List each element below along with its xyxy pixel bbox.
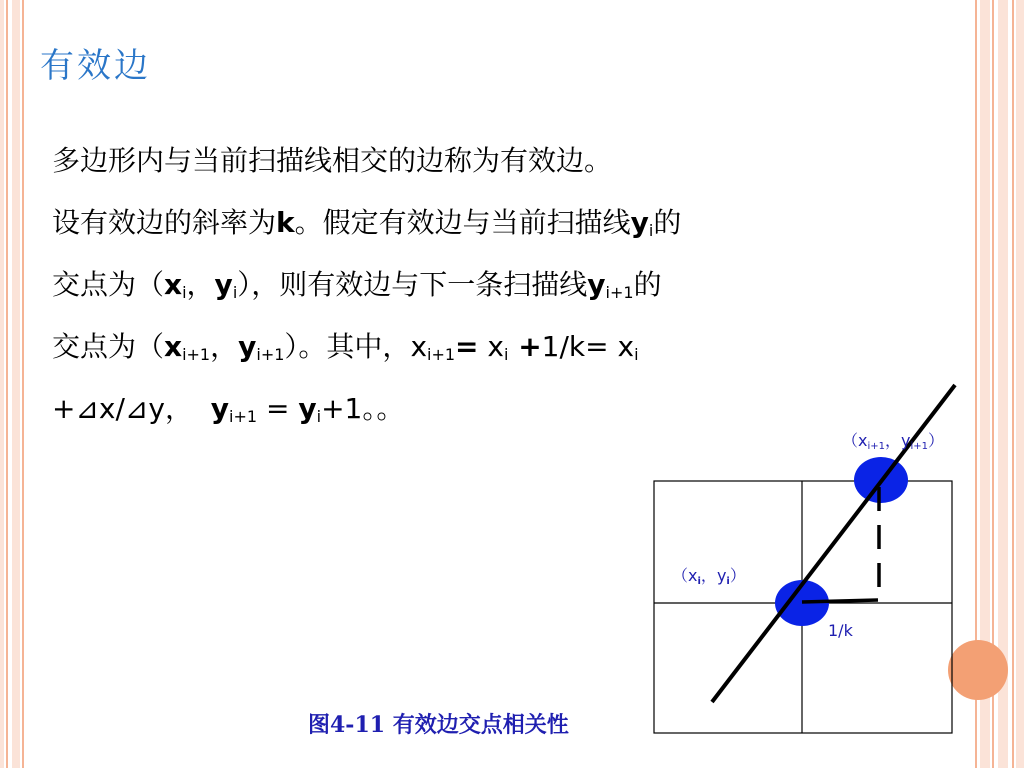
line3-y2: y [587, 268, 606, 301]
line3-b: ），则有效边与下一条扫描线 [237, 268, 588, 301]
label-mid-x: x [688, 566, 698, 585]
line5-c: +1 [321, 392, 363, 425]
line5-y2-sub: i [316, 407, 322, 426]
line2-c: 的 [653, 206, 682, 239]
line4-x2-sub: i+1 [427, 345, 456, 364]
line5-b: = [257, 392, 299, 425]
dx-segment [802, 600, 878, 602]
line1-text: 多边形内与当前扫描线相交的边称为有效边。 [52, 144, 613, 177]
line5-y2: y [298, 392, 317, 425]
label-slope: 1/k [828, 621, 853, 640]
label-mid-y: y [716, 566, 727, 585]
line3-comma: ， [186, 268, 215, 301]
label-top-open: （ [842, 431, 859, 450]
line4-eq: = [455, 330, 479, 363]
line3-y2-sub: i+1 [605, 283, 634, 302]
label-mid-x-sub: i [697, 576, 701, 587]
line4-x3-sub: i [504, 345, 509, 364]
line3-a: 交点为（ [52, 268, 165, 301]
label-top-x-sub: i+1 [867, 441, 886, 452]
line4-x-sub: i+1 [182, 345, 211, 364]
line2-b: 。假定有效边与当前扫描线 [294, 206, 631, 239]
line5-d: 。。 [362, 392, 405, 425]
label-mid-open: （ [672, 566, 689, 585]
label-current-point [672, 563, 746, 586]
line2-k: k [276, 206, 295, 239]
label-top-x: x [858, 431, 868, 450]
line4-x2: x [410, 330, 428, 363]
label-mid-y-sub: i [726, 576, 730, 587]
line3-x: x [164, 268, 183, 301]
line5-y: y [210, 392, 230, 425]
label-mid-close: ） [729, 566, 746, 585]
line4-a: 交点为（ [52, 330, 165, 363]
line2-y-sub: i [648, 221, 654, 240]
figure-caption: 图4-11 有效边交点相关性 [308, 712, 569, 738]
line4-y-sub: i+1 [256, 345, 285, 364]
line3-x-sub: i [182, 283, 187, 302]
line3-y-sub: i [232, 283, 238, 302]
line2-a: 设有效边的斜率为 [52, 206, 277, 239]
line5-a: +⊿x/⊿y， [52, 392, 193, 425]
line4-x4: x [617, 330, 635, 363]
line2-y: y [630, 206, 649, 239]
line3-y: y [214, 268, 233, 301]
line4-x: x [164, 330, 183, 363]
label-mid-comma: ， [700, 566, 717, 585]
line5-y-sub: i+1 [229, 407, 258, 426]
label-top-y: y [901, 431, 911, 450]
label-top-y-sub: i+1 [910, 441, 929, 452]
line4-x3: x [478, 330, 504, 363]
line4-y: y [238, 330, 257, 363]
label-next-point [842, 428, 944, 451]
line4-comma: ， [210, 330, 239, 363]
line3-c: 的 [633, 268, 662, 301]
slide-title: 有效边 [40, 46, 151, 86]
line4-rest: 1/k= [541, 330, 618, 363]
line4-plus: + [508, 330, 542, 363]
label-top-close: ） [928, 431, 945, 450]
line4-x4-sub: i [634, 345, 639, 364]
line4-b: ）。其中， [284, 330, 411, 363]
label-top-comma: ， [885, 431, 902, 450]
